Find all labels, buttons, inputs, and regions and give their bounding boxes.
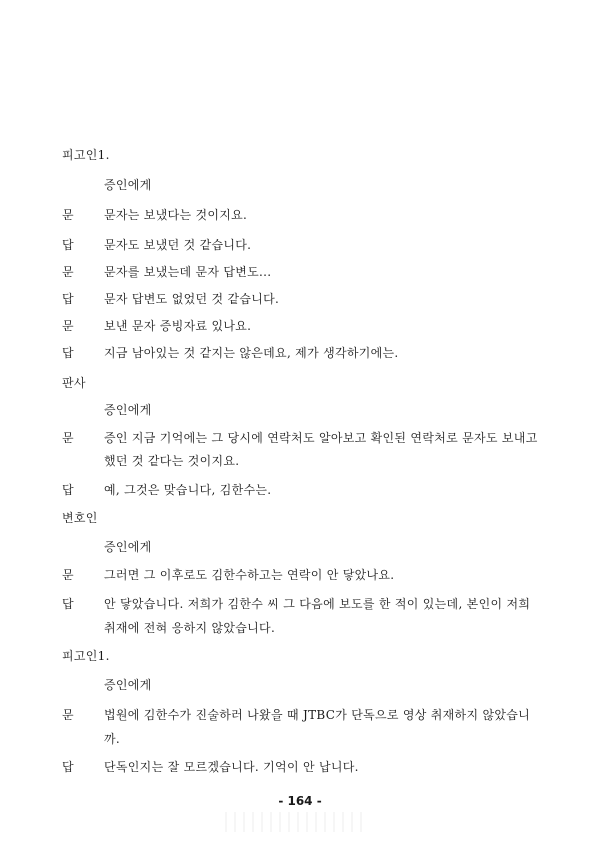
qa-text: 법원에 김한수가 진술하러 나왔을 때 JTBC가 단독으로 영상 취재하지 않았습니 bbox=[104, 708, 531, 722]
qa-text-continued: 했던 것 같다는 것이지요. bbox=[104, 454, 240, 468]
qa-text: 문자도 보냈던 것 같습니다. bbox=[104, 238, 252, 252]
speaker-label: 피고인1. bbox=[62, 649, 110, 663]
qa-text: 지금 남아있는 것 같지는 않은데요, 제가 생각하기에는. bbox=[104, 346, 399, 360]
qa-text: 보낸 문자 증빙자료 있나요. bbox=[104, 319, 252, 333]
qa-mark: 문 bbox=[62, 208, 74, 222]
speaker-label: 판사 bbox=[62, 376, 86, 390]
qa-text: 그러면 그 이후로도 김한수하고는 연락이 안 닿았나요. bbox=[104, 568, 395, 582]
addressee-label: 증인에게 bbox=[104, 540, 152, 554]
qa-text: 예, 그것은 맞습니다, 김한수는. bbox=[104, 483, 272, 497]
qa-text-continued: 까. bbox=[104, 732, 121, 746]
qa-mark: 문 bbox=[62, 431, 74, 445]
qa-text: 단독인지는 잘 모르겠습니다. 기억이 안 납니다. bbox=[104, 760, 359, 774]
qa-mark: 답 bbox=[62, 597, 74, 611]
qa-text: 문자 답변도 없었던 것 같습니다. bbox=[104, 292, 280, 306]
qa-text: 문자를 보냈는데 문자 답변도... bbox=[104, 265, 272, 279]
qa-mark: 답 bbox=[62, 346, 74, 360]
qa-mark: 답 bbox=[62, 238, 74, 252]
qa-mark: 답 bbox=[62, 292, 74, 306]
qa-mark: 문 bbox=[62, 319, 74, 333]
qa-text: 증인 지금 기억에는 그 당시에 연락처도 알아보고 확인된 연락처로 문자도 보내고 bbox=[104, 431, 538, 445]
speaker-label: 피고인1. bbox=[62, 148, 110, 162]
qa-mark: 문 bbox=[62, 265, 74, 279]
addressee-label: 증인에게 bbox=[104, 678, 152, 692]
speaker-label: 변호인 bbox=[62, 511, 98, 525]
qa-text: 문자는 보냈다는 것이지요. bbox=[104, 208, 248, 222]
qa-mark: 답 bbox=[62, 760, 74, 774]
addressee-label: 증인에게 bbox=[104, 403, 152, 417]
page-number: - 164 - bbox=[278, 794, 322, 808]
qa-mark: 문 bbox=[62, 568, 74, 582]
addressee-label: 증인에게 bbox=[104, 178, 152, 192]
qa-text: 안 닿았습니다. 저희가 김한수 씨 그 다음에 보도를 한 적이 있는데, 본인이 저희 bbox=[104, 597, 531, 611]
qa-text-continued: 취재에 전혀 응하지 않았습니다. bbox=[104, 621, 276, 635]
qa-mark: 답 bbox=[62, 483, 74, 497]
scan-artifact bbox=[225, 812, 365, 832]
qa-mark: 문 bbox=[62, 708, 74, 722]
